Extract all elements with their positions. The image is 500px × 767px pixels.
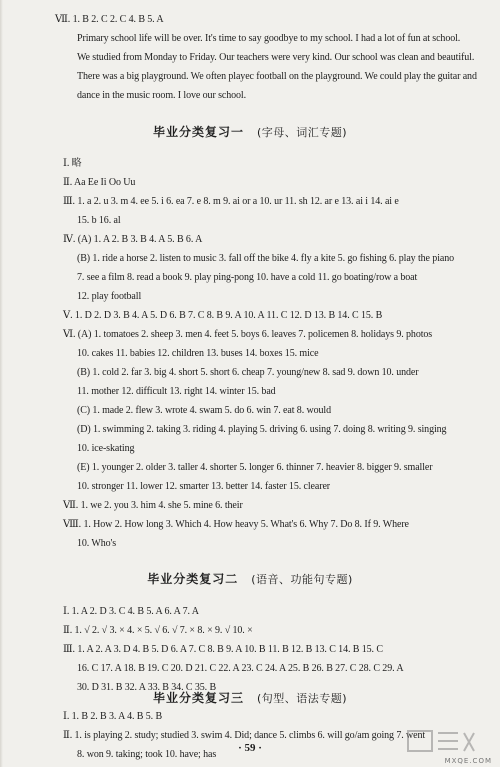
section-heading-title: 毕业分类复习一 <box>152 125 244 139</box>
page-number: · 59 · <box>238 742 262 754</box>
answer-line: Ⅱ. Aa Ee Ii Oo Uu <box>63 177 136 188</box>
answer-line: Ⅶ. 1. we 2. you 3. him 4. she 5. mine 6. their <box>63 500 243 511</box>
answer-line: 10. cakes 11. babies 12. children 13. buses 14. boxes 15. mice <box>77 348 319 359</box>
watermark-text: MXQE.COM <box>444 757 492 765</box>
answer-line: 15. b 16. al <box>77 215 121 226</box>
answer-line: 10. ice-skating <box>77 443 135 454</box>
answer-line: Ⅷ. 1. How 2. How long 3. Which 4. How heavy 5. What's 6. Why 7. Do 8. If 9. Where <box>63 519 409 530</box>
section-heading-title: 毕业分类复习二 <box>147 572 239 586</box>
section-heading-subtitle: (语音、功能句专题) <box>251 573 353 586</box>
answer-line: (D) 1. swimming 2. taking 3. riding 4. playing 5. driving 6. using 7. doing 8. writing 9. singing <box>77 424 447 435</box>
answer-line: Ⅳ. (A) 1. A 2. B 3. B 4. A 5. B 6. A <box>63 234 203 245</box>
answer-line: (E) 1. younger 2. older 3. taller 4. shorter 5. longer 6. thinner 7. heavier 8. bigger 9. smaller <box>77 462 433 473</box>
answer-line: 8. won 9. taking; took 10. have; has <box>77 749 217 760</box>
answer-line: Primary school life will be over. It's time to say goodbye to my school. I had a lot of fun at school. <box>77 33 461 44</box>
section-heading-subtitle: (字母、词汇专题) <box>256 126 348 139</box>
answer-line: Ⅱ. 1. √ 2. √ 3. × 4. × 5. √ 6. √ 7. × 8. × 9. √ 10. × <box>63 625 253 636</box>
answer-line: Ⅶ. 1. B 2. C 2. C 4. B 5. A <box>55 14 164 25</box>
answer-line: Ⅵ. (A) 1. tomatoes 2. sheep 3. men 4. feet 5. boys 6. leaves 7. policemen 8. holidays 9. photos <box>63 329 433 340</box>
answer-line: 12. play football <box>77 291 142 302</box>
answer-line: Ⅲ. 1. a 2. u 3. m 4. ee 5. i 6. ea 7. e 8. m 9. ai or a 10. ur 11. sh 12. ar e 13. ai i 14. ai e <box>63 196 399 207</box>
section-heading-subtitle: (句型、语法专题) <box>256 692 348 705</box>
section-heading <box>0 571 500 588</box>
answer-line: Ⅰ. 1. A 2. D 3. C 4. B 5. A 6. A 7. A <box>63 606 199 617</box>
answer-line: (B) 1. ride a horse 2. listen to music 3. fall off the bike 4. fly a kite 5. go fishing 6. play the piano <box>77 253 455 264</box>
answer-line: 7. see a film 8. read a book 9. play ping-pong 10. have a cold 11. go boating/row a boat <box>77 272 418 283</box>
answer-line: Ⅴ. 1. D 2. D 3. B 4. A 5. D 6. B 7. C 8. B 9. A 10. A 11. C 12. D 13. B 14. C 15. B <box>63 310 383 321</box>
section-heading <box>0 690 500 707</box>
answer-line: Ⅰ. 略 <box>63 158 82 169</box>
answer-line: dance in the music room. I love our school. <box>77 90 246 101</box>
answer-line: Ⅱ. 1. is playing 2. study; studied 3. swim 4. Did; dance 5. climbs 6. will go/am going 7. went <box>63 730 426 741</box>
answer-line: We studied from Monday to Friday. Our teachers were very kind. Our school was clean and beautiful. <box>77 52 475 63</box>
section-heading <box>0 124 500 141</box>
section-heading-title: 毕业分类复习三 <box>152 691 244 705</box>
answer-line: 10. stronger 11. lower 12. smarter 13. better 14. faster 15. clearer <box>77 481 331 492</box>
answer-line: Ⅰ. 1. B 2. B 3. A 4. B 5. B <box>63 711 163 722</box>
page-spine-shadow <box>0 0 3 767</box>
answer-line: There was a big playground. We often playec football on the playground. We could play the guitar and <box>77 71 477 82</box>
answer-line: (B) 1. cold 2. far 3. big 4. short 5. short 6. cheap 7. young/new 8. sad 9. down 10. under <box>77 367 419 378</box>
answer-line: Ⅲ. 1. A 2. A 3. D 4. B 5. D 6. A 7. C 8. B 9. A 10. B 11. B 12. B 13. C 14. B 15. C <box>63 644 383 655</box>
answer-line: (C) 1. made 2. flew 3. wrote 4. swam 5. do 6. win 7. eat 8. would <box>77 405 332 416</box>
answer-line: 10. Who's <box>77 538 117 549</box>
answer-line: 30. D 31. B 32. A 33. B 34. C 35. B <box>77 682 217 693</box>
answer-line: 11. mother 12. difficult 13. right 14. winter 15. bad <box>77 386 276 397</box>
answer-line: 16. C 17. A 18. B 19. C 20. D 21. C 22. A 23. C 24. A 25. B 26. B 27. C 28. C 29. A <box>77 663 404 674</box>
